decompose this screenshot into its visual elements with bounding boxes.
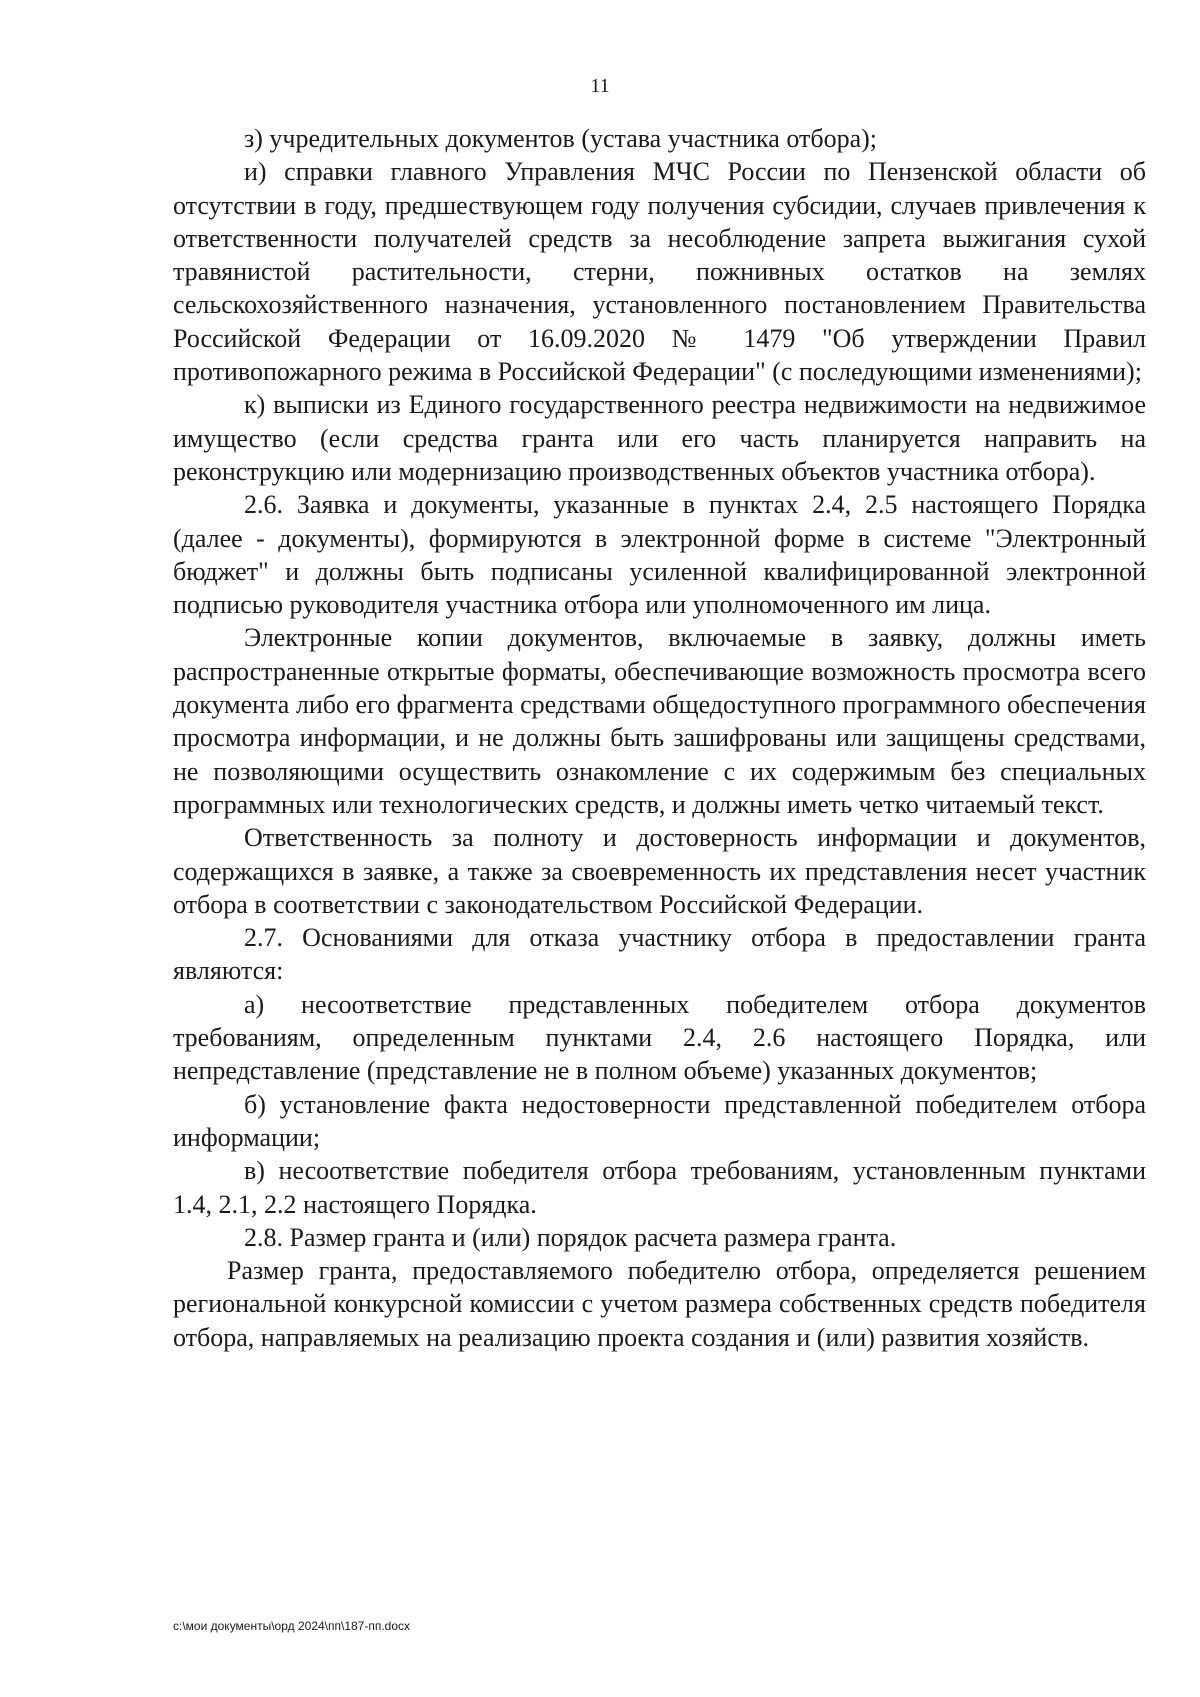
paragraph-item-v: в) несоответствие победителя отбора требованиям, установленным пунктами 1.4, 2.1, 2.2 настоящего Порядка. [173, 1156, 1146, 1219]
document-body [173, 122, 1146, 1354]
paragraph-electronic-copies: Электронные копии документов, включаемые в заявку, должны иметь распространенные открытые форматы, обеспечивающие возможность просмотра всего документа либо его фрагмента средствами общедоступного программного обеспечения просмотра информации, и не должны быть зашифрованы или защищены средствами, не позволяющими осуществить ознакомление с их содержимым без специальных программных или технологических средств, и должны иметь четко читаемый текст. [173, 623, 1146, 819]
paragraph-2-6: 2.6. Заявка и документы, указанные в пунктах 2.4, 2.5 настоящего Порядка (далее - документы), формируются в электронной форме в системе "Электронный бюджет" и должны быть подписаны усиленной квалифицированной электронной подписью руководителя участника отбора или уполномоченного им лица. [173, 490, 1146, 620]
footer-file-path: c:\мои документы\орд 2024\пп\187-пп.docx [173, 1619, 411, 1633]
paragraph-item-a: а) несоответствие представленных победителем отбора документов требованиям, определенным пунктами 2.4, 2.6 настоящего Порядка, или непредставление (представление не в полном объеме) указанных документов; [173, 989, 1146, 1086]
paragraph-item-z: з) учредительных документов (устава участника отбора); [244, 124, 878, 153]
paragraph-item-b: б) установление факта недостоверности представленной победителем отбора информации; [173, 1089, 1146, 1152]
paragraph-grant-size: Размер гранта, предоставляемого победителю отбора, определяется решением региональной конкурсной комиссии с учетом размера собственных средств победителя отбора, направляемых на реализацию проекта создания и (или) развития хозяйств. [173, 1256, 1146, 1352]
paragraph-item-k: к) выписки из Единого государственного реестра недвижимости на недвижимое имущество (если средства гранта или его часть планируется направить на реконструкцию или модернизацию производственных объектов участника отбора). [173, 390, 1146, 486]
paragraph-2-8: 2.8. Размер гранта и (или) порядок расчета размера гранта. [244, 1222, 897, 1252]
page-number: 11 [590, 75, 610, 97]
paragraph-responsibility: Ответственность за полноту и достоверность информации и документов, содержащихся в заявке, а также за своевременность их представления несет участник отбора в соответствии с законодательством Российской Федерации. [173, 823, 1146, 919]
paragraph-2-7: 2.7. Основаниями для отказа участнику отбора в предоставлении гранта являются: [173, 923, 1146, 986]
paragraph-item-i: и) справки главного Управления МЧС России по Пензенской области об отсутствии в году, предшествующем году получения субсидии, случаев привлечения к ответственности получателей средств за несоблюдение запрета выжигания сухой травянистой растительности, стерни, пожнивных остатков на землях сельскохозяйственного назначения, установленного постановлением Правительства Российской Федерации от 16.09.2020 № 1479 "Об утверждении Правил противопожарного режима в Российской Федерации" (с последующими изменениями); [173, 157, 1146, 387]
